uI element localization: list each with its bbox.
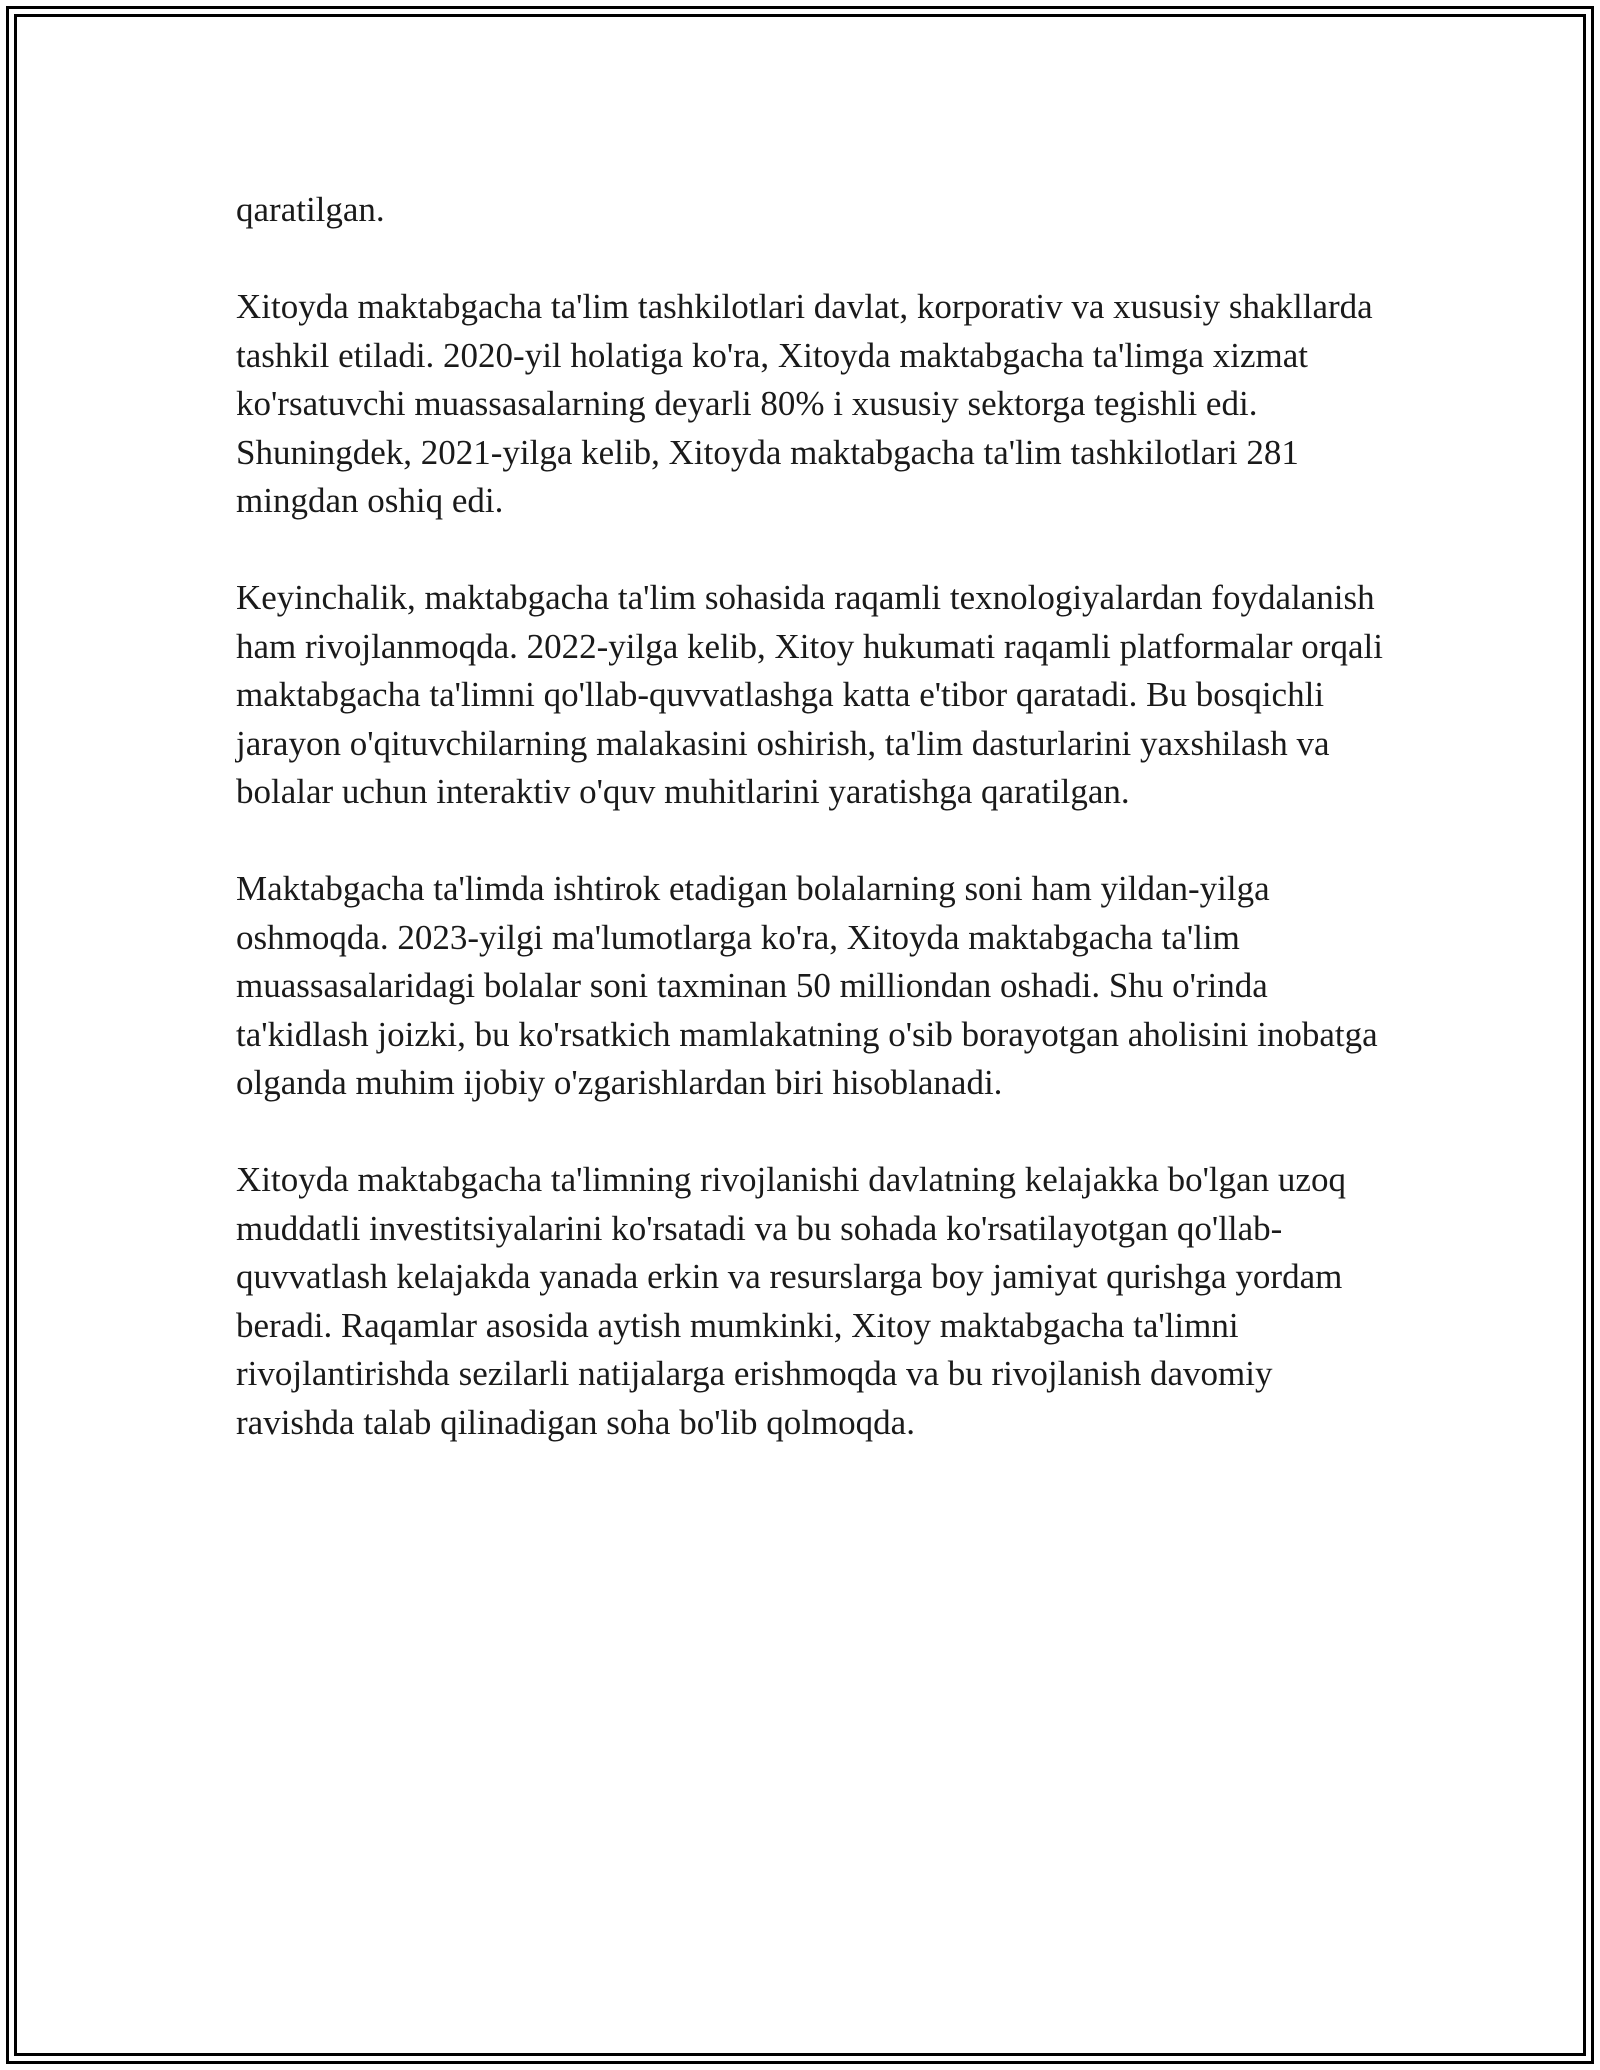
paragraph-continuation: qaratilgan. <box>236 190 385 229</box>
paragraph-organization-forms: Xitoyda maktabgacha ta'lim tashkilotlari davlat, korporativ va xususiy shakllarda tashkil etiladi. 2020-yil holatiga ko'ra, Xitoyda maktabgacha ta'limga xizmat ko'rsatuvchi muassasalarning deyarli 80% i xususiy sektorga tegishli edi. Shuningdek, 2021-yilga kelib, Xitoyda maktabgacha ta'lim tashkilotlari 281 mingdan oshiq edi. <box>236 287 1373 520</box>
paragraph-conclusion: Xitoyda maktabgacha ta'limning rivojlanishi davlatning kelajakka bo'lgan uzoq muddatli investitsiyalarini ko'rsatadi va bu sohada ko'rsatilayotgan qo'llab-quvvatlash kelajakda yanada erkin va resurslarga boy jamiyat qurishga yordam beradi. Raqamlar asosida aytish mumkinki, Xitoy maktabgacha ta'limni rivojlantirishda sezilarli natijalarga erishmoqda va bu rivojlanish davomiy ravishda talab qilinadigan soha bo'lib qolmoqda. <box>236 1160 1346 1442</box>
paragraph-digital-technologies: Keyinchalik, maktabgacha ta'lim sohasida raqamli texnologiyalardan foydalanish ham rivojlanmoqda. 2022-yilga kelib, Xitoy hukumati raqamli platformalar orqali maktabgacha ta'limni qo'llab-quvvatlashga katta e'tibor qaratadi. Bu bosqichli jarayon o'qituvchilarning malakasini oshirish, ta'lim dasturlarini yaxshilash va bolalar uchun interaktiv o'quv muhitlarini yaratishga qaratilgan. <box>236 578 1383 811</box>
document-body <box>236 186 1386 1496</box>
paragraph-children-enrollment: Maktabgacha ta'limda ishtirok etadigan bolalarning soni ham yildan-yilga oshmoqda. 2023-yilgi ma'lumotlarga ko'ra, Xitoyda maktabgacha ta'lim muassasalaridagi bolalar soni taxminan 50 milliondan oshadi. Shu o'rinda ta'kidlash joizki, bu ko'rsatkich mamlakatning o'sib borayotgan aholisini inobatga olganda muhim ijobiy o'zgarishlardan biri hisoblanadi. <box>236 869 1378 1102</box>
